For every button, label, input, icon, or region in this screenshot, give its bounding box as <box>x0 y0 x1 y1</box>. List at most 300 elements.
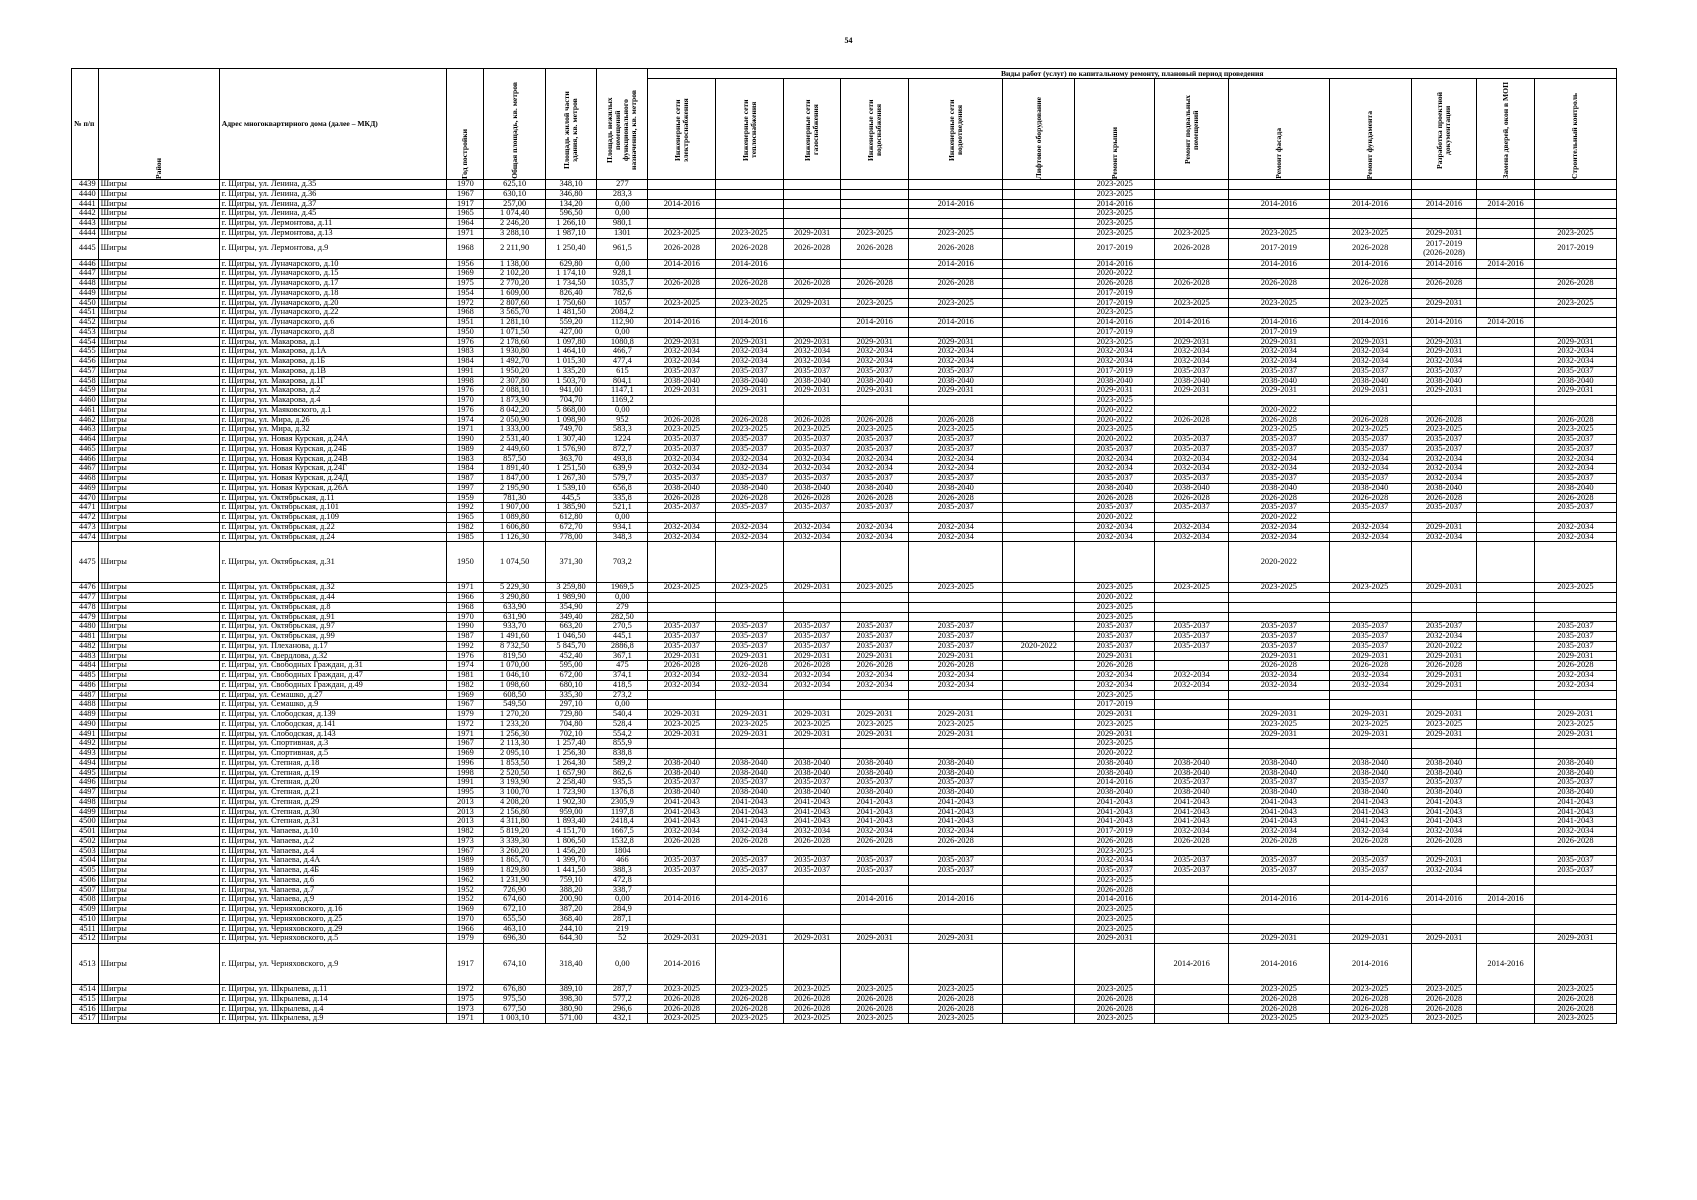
row-number: 4510 <box>72 914 99 924</box>
row-work-period <box>1411 739 1477 749</box>
row-work-period: 2026-2028 <box>909 836 1003 846</box>
row-work-period: 2029-2031 <box>783 710 840 720</box>
row-work-period <box>1477 729 1534 739</box>
row-address: г. Щигры, ул. Степная, д.31 <box>219 817 447 827</box>
row-work-period: 2032-2034 <box>1411 474 1477 484</box>
row-district: Шигры <box>98 836 219 846</box>
row-work-period: 2035-2037 <box>1155 366 1229 376</box>
row-work-period: 2041-2043 <box>909 797 1003 807</box>
row-number: 4475 <box>72 542 99 583</box>
row-work-period <box>1534 396 1616 406</box>
table-row <box>72 924 1617 934</box>
row-work-period <box>1411 593 1477 603</box>
row-year: 1984 <box>447 357 484 367</box>
row-nonres-area: 112,90 <box>597 318 648 328</box>
row-work-period <box>1329 700 1411 710</box>
row-work-period <box>648 269 716 279</box>
row-address: г. Щигры, ул. Октябрьская, д.97 <box>219 622 447 632</box>
row-total-area: 674,10 <box>484 944 546 985</box>
row-work-period: 2029-2031 <box>716 386 784 396</box>
row-work-period: 2035-2037 <box>1229 366 1330 376</box>
row-number: 4508 <box>72 895 99 905</box>
row-work-period: 2026-2028 <box>1155 493 1229 503</box>
row-work-period <box>716 885 784 895</box>
row-work-period: 2041-2043 <box>909 817 1003 827</box>
row-work-period: 2032-2034 <box>1075 680 1155 690</box>
row-work-period: 2032-2034 <box>1229 680 1330 690</box>
row-work-period <box>1155 875 1229 885</box>
row-address: г. Щигры, ул. Ленина, д.36 <box>219 189 447 199</box>
row-year: 1989 <box>447 444 484 454</box>
row-year: 1959 <box>447 493 484 503</box>
table-row <box>72 895 1617 905</box>
table-row <box>72 337 1617 347</box>
row-work-period <box>1003 228 1075 238</box>
row-number: 4457 <box>72 366 99 376</box>
row-nonres-area: 466,7 <box>597 347 648 357</box>
row-work-period <box>841 513 909 523</box>
row-work-period <box>1003 680 1075 690</box>
row-work-period: 2023-2025 <box>1075 425 1155 435</box>
row-district: Шигры <box>98 522 219 532</box>
row-work-period <box>1229 209 1330 219</box>
row-work-period: 2014-2016 <box>1477 318 1534 328</box>
row-nonres-area: 855,9 <box>597 739 648 749</box>
table-row <box>72 308 1617 318</box>
row-address: г. Щигры, ул. Октябрьская, д.8 <box>219 602 447 612</box>
row-year: 1991 <box>447 778 484 788</box>
row-work-period <box>1229 885 1330 895</box>
row-total-area: 1 126,30 <box>484 532 546 542</box>
row-work-period <box>783 846 840 856</box>
row-work-period: 2035-2037 <box>1534 641 1616 651</box>
row-total-area: 2 449,60 <box>484 444 546 454</box>
row-district: Шигры <box>98 593 219 603</box>
row-work-period <box>716 846 784 856</box>
row-work-period: 2035-2037 <box>783 474 840 484</box>
row-work-period <box>1003 318 1075 328</box>
table-row <box>72 1004 1617 1014</box>
row-work-period: 2032-2034 <box>841 347 909 357</box>
row-living-area: 318,40 <box>545 944 596 985</box>
row-work-period <box>1477 464 1534 474</box>
row-work-period <box>1003 788 1075 798</box>
row-address: г. Щигры, ул. Чапаева, д.2 <box>219 836 447 846</box>
row-work-period: 2023-2025 <box>783 719 840 729</box>
row-work-period <box>1329 327 1411 337</box>
row-work-period: 2035-2037 <box>783 778 840 788</box>
row-work-period: 2032-2034 <box>1229 827 1330 837</box>
row-work-period: 2029-2031 <box>1411 729 1477 739</box>
row-district: Шигры <box>98 238 219 259</box>
row-year: 1989 <box>447 866 484 876</box>
row-work-period <box>1534 288 1616 298</box>
row-work-period <box>1155 749 1229 759</box>
row-total-area: 8 732,50 <box>484 641 546 651</box>
row-work-period <box>1003 739 1075 749</box>
row-work-period: 2038-2040 <box>783 376 840 386</box>
row-work-period: 2035-2037 <box>648 503 716 513</box>
table-row <box>72 985 1617 995</box>
row-work-period: 2032-2034 <box>716 680 784 690</box>
row-work-period: 2035-2037 <box>1229 632 1330 642</box>
row-living-area: 559,20 <box>545 318 596 328</box>
row-work-period: 2035-2037 <box>1229 435 1330 445</box>
row-work-period: 2035-2037 <box>648 641 716 651</box>
row-living-area: 1 335,20 <box>545 366 596 376</box>
row-work-period: 2032-2034 <box>1534 357 1616 367</box>
row-work-period: 2038-2040 <box>1075 376 1155 386</box>
row-work-period: 2041-2043 <box>1229 817 1330 827</box>
row-nonres-area: 1197,8 <box>597 807 648 817</box>
row-district: Шигры <box>98 944 219 985</box>
row-work-period: 2035-2037 <box>783 503 840 513</box>
row-work-period: 2029-2031 <box>1534 337 1616 347</box>
row-work-period <box>648 396 716 406</box>
row-work-period <box>1477 308 1534 318</box>
row-work-period <box>648 749 716 759</box>
row-work-period: 2020-2022 <box>1075 415 1155 425</box>
table-row <box>72 288 1617 298</box>
row-nonres-area: 338,7 <box>597 885 648 895</box>
row-work-period <box>909 542 1003 583</box>
row-work-period: 2032-2034 <box>1534 464 1616 474</box>
row-work-period: 2023-2025 <box>1229 985 1330 995</box>
row-work-period: 2038-2040 <box>1229 483 1330 493</box>
row-work-period: 2032-2034 <box>648 522 716 532</box>
row-number: 4486 <box>72 680 99 690</box>
row-work-period <box>648 905 716 915</box>
row-work-period: 2029-2031 <box>1534 934 1616 944</box>
row-work-period <box>648 288 716 298</box>
row-work-period <box>1411 749 1477 759</box>
row-district: Шигры <box>98 298 219 308</box>
row-work-period: 2026-2028 <box>1411 661 1477 671</box>
row-work-period <box>1477 269 1534 279</box>
row-work-period: 2038-2040 <box>1075 788 1155 798</box>
row-work-period: 2029-2031 <box>1329 337 1411 347</box>
row-nonres-area: 52 <box>597 934 648 944</box>
row-work-period <box>1329 846 1411 856</box>
row-work-period: 2035-2037 <box>1534 435 1616 445</box>
row-work-period: 2029-2031 <box>783 583 840 593</box>
row-work-period: 2035-2037 <box>716 778 784 788</box>
row-work-period: 2020-2022 <box>1003 641 1075 651</box>
row-work-period: 2029-2031 <box>1075 386 1155 396</box>
row-work-period: 2026-2028 <box>783 238 840 259</box>
row-living-area: 348,10 <box>545 180 596 190</box>
row-district: Шигры <box>98 700 219 710</box>
row-work-period: 2014-2016 <box>1229 318 1330 328</box>
row-living-area: 778,00 <box>545 532 596 542</box>
row-address: г. Щигры, ул. Октябрьская, д.22 <box>219 522 447 532</box>
row-district: Шигры <box>98 778 219 788</box>
row-work-period: 2038-2040 <box>1155 376 1229 386</box>
row-work-period: 2026-2028 <box>1411 279 1477 289</box>
row-work-period: 2014-2016 <box>1329 259 1411 269</box>
row-work-period <box>1155 180 1229 190</box>
row-total-area: 819,50 <box>484 651 546 661</box>
row-number: 4495 <box>72 768 99 778</box>
row-work-period <box>783 327 840 337</box>
row-work-period <box>648 327 716 337</box>
row-number: 4505 <box>72 866 99 876</box>
row-living-area: 1 307,40 <box>545 435 596 445</box>
row-work-period <box>1003 602 1075 612</box>
row-work-period <box>716 288 784 298</box>
row-nonres-area: 0,00 <box>597 944 648 985</box>
row-work-period <box>716 905 784 915</box>
row-work-period: 2026-2028 <box>1075 994 1155 1004</box>
row-work-period <box>1411 944 1477 985</box>
row-work-period <box>1329 269 1411 279</box>
row-work-period: 2023-2025 <box>841 583 909 593</box>
row-work-period <box>1155 542 1229 583</box>
row-district: Шигры <box>98 337 219 347</box>
row-total-area: 655,50 <box>484 914 546 924</box>
row-district: Шигры <box>98 690 219 700</box>
row-work-period: 2023-2025 <box>1075 914 1155 924</box>
row-year: 1951 <box>447 318 484 328</box>
row-work-period: 2029-2031 <box>1411 347 1477 357</box>
row-address: г. Щигры, ул. Луначарского, д.22 <box>219 308 447 318</box>
row-district: Шигры <box>98 905 219 915</box>
row-work-period: 2023-2025 <box>648 298 716 308</box>
row-number: 4468 <box>72 474 99 484</box>
row-work-period <box>716 405 784 415</box>
row-work-period <box>841 189 909 199</box>
row-work-period: 2017-2019 (2026-2028) <box>1411 238 1477 259</box>
row-work-period: 2032-2034 <box>783 671 840 681</box>
row-living-area: 244,10 <box>545 924 596 934</box>
row-address: г. Щигры, ул. Черняховского, д.25 <box>219 914 447 924</box>
row-district: Шигры <box>98 719 219 729</box>
row-total-area: 257,00 <box>484 199 546 209</box>
row-work-period: 2026-2028 <box>1411 415 1477 425</box>
row-work-period: 2026-2028 <box>783 661 840 671</box>
row-work-period: 2041-2043 <box>1229 797 1330 807</box>
row-work-period: 2035-2037 <box>1329 444 1411 454</box>
row-work-period <box>1477 856 1534 866</box>
row-work-period <box>1477 739 1534 749</box>
col-work-header: Инженерные сети газоснабжения <box>783 79 840 180</box>
row-living-area: 704,70 <box>545 396 596 406</box>
row-work-period <box>1534 914 1616 924</box>
row-work-period: 2032-2034 <box>909 680 1003 690</box>
row-nonres-area: 0,00 <box>597 405 648 415</box>
row-work-period: 2035-2037 <box>648 622 716 632</box>
row-work-period <box>1411 180 1477 190</box>
row-work-period <box>1003 532 1075 542</box>
row-work-period: 2026-2028 <box>648 836 716 846</box>
row-work-period: 2032-2034 <box>1229 532 1330 542</box>
row-work-period: 2017-2019 <box>1075 366 1155 376</box>
row-district: Шигры <box>98 875 219 885</box>
row-total-area: 2 770,20 <box>484 279 546 289</box>
col-work-header: Инженерные сети водоснабжения <box>841 79 909 180</box>
row-number: 4516 <box>72 1004 99 1014</box>
row-work-period <box>1329 542 1411 583</box>
row-work-period <box>1329 739 1411 749</box>
row-number: 4484 <box>72 661 99 671</box>
row-living-area: 380,90 <box>545 1004 596 1014</box>
row-work-period <box>1229 593 1330 603</box>
row-work-period: 2029-2031 <box>1411 583 1477 593</box>
row-work-period <box>1477 934 1534 944</box>
row-district: Шигры <box>98 602 219 612</box>
row-work-period <box>1477 817 1534 827</box>
row-work-period: 2029-2031 <box>1229 337 1330 347</box>
table-row <box>72 298 1617 308</box>
row-number: 4491 <box>72 729 99 739</box>
row-work-period: 2023-2025 <box>1075 985 1155 995</box>
row-work-period: 2023-2025 <box>841 719 909 729</box>
row-work-period: 2035-2037 <box>1229 474 1330 484</box>
row-address: г. Щигры, ул. Октябрьская, д.11 <box>219 493 447 503</box>
row-work-period: 2023-2025 <box>1155 298 1229 308</box>
row-number: 4461 <box>72 405 99 415</box>
row-address: г. Щигры, ул. Луначарского, д.8 <box>219 327 447 337</box>
row-work-period: 2041-2043 <box>783 797 840 807</box>
row-work-period <box>1003 856 1075 866</box>
row-work-period <box>783 700 840 710</box>
row-work-period <box>909 739 1003 749</box>
row-work-period <box>1003 386 1075 396</box>
row-work-period: 2026-2028 <box>1075 493 1155 503</box>
row-living-area: 1 250,40 <box>545 238 596 259</box>
row-address: г. Щигры, ул. Черняховского, д.16 <box>219 905 447 915</box>
row-address: г. Щигры, ул. Чапаева, д.6 <box>219 875 447 885</box>
row-nonres-area: 472,8 <box>597 875 648 885</box>
row-work-period: 2035-2037 <box>648 632 716 642</box>
row-work-period <box>1003 503 1075 513</box>
row-work-period: 2041-2043 <box>1329 817 1411 827</box>
row-nonres-area: 0,00 <box>597 895 648 905</box>
row-work-period: 2035-2037 <box>1534 444 1616 454</box>
row-work-period <box>841 700 909 710</box>
row-work-period <box>909 219 1003 229</box>
row-year: 1966 <box>447 924 484 934</box>
row-work-period <box>1477 454 1534 464</box>
row-living-area: 663,20 <box>545 622 596 632</box>
row-work-period <box>716 219 784 229</box>
row-nonres-area: 477,4 <box>597 357 648 367</box>
row-address: г. Щигры, ул. Октябрьская, д.31 <box>219 542 447 583</box>
row-nonres-area: 1224 <box>597 435 648 445</box>
table-row <box>72 532 1617 542</box>
row-work-period: 2026-2028 <box>1329 1004 1411 1014</box>
row-work-period <box>909 905 1003 915</box>
row-district: Шигры <box>98 885 219 895</box>
row-work-period <box>783 308 840 318</box>
row-living-area: 672,70 <box>545 522 596 532</box>
row-work-period: 2038-2040 <box>1155 768 1229 778</box>
row-address: г. Щигры, ул. Чапаева, д.4Б <box>219 866 447 876</box>
table-row <box>72 444 1617 454</box>
row-work-period: 2026-2028 <box>841 415 909 425</box>
row-number: 4479 <box>72 612 99 622</box>
row-work-period: 2038-2040 <box>716 768 784 778</box>
row-work-period: 2035-2037 <box>716 503 784 513</box>
row-address: г. Щигры, ул. Октябрьская, д.24 <box>219 532 447 542</box>
row-work-period: 2038-2040 <box>1411 788 1477 798</box>
row-work-period <box>1477 758 1534 768</box>
row-total-area: 975,50 <box>484 994 546 1004</box>
row-living-area: 826,40 <box>545 288 596 298</box>
row-work-period <box>648 690 716 700</box>
row-work-period: 2032-2034 <box>1155 454 1229 464</box>
row-work-period: 2029-2031 <box>648 710 716 720</box>
col-district-header: Район <box>98 69 219 180</box>
row-work-period: 2032-2034 <box>1155 522 1229 532</box>
row-work-period <box>1477 405 1534 415</box>
row-work-period: 2014-2016 <box>648 318 716 328</box>
row-work-period: 2020-2022 <box>1229 542 1330 583</box>
row-work-period <box>783 405 840 415</box>
row-total-area: 857,50 <box>484 454 546 464</box>
row-address: г. Щигры, ул. Шкрылева, д.14 <box>219 994 447 1004</box>
table-row <box>72 729 1617 739</box>
row-work-period <box>1155 396 1229 406</box>
row-work-period <box>909 612 1003 622</box>
row-work-period <box>841 209 909 219</box>
row-work-period: 2032-2034 <box>1411 357 1477 367</box>
row-living-area: 1 098,90 <box>545 415 596 425</box>
row-work-period: 2023-2025 <box>1075 846 1155 856</box>
row-work-period: 2038-2040 <box>841 376 909 386</box>
row-work-period <box>1003 729 1075 739</box>
row-nonres-area: 2305,9 <box>597 797 648 807</box>
row-work-period <box>1003 308 1075 318</box>
row-nonres-area: 418,5 <box>597 680 648 690</box>
row-work-period: 2035-2037 <box>1229 444 1330 454</box>
row-living-area: 1 481,50 <box>545 308 596 318</box>
row-work-period: 2029-2031 <box>1534 386 1616 396</box>
row-work-period: 2032-2034 <box>1329 347 1411 357</box>
row-district: Шигры <box>98 376 219 386</box>
table-row <box>72 788 1617 798</box>
row-address: г. Щигры, ул. Луначарского, д.20 <box>219 298 447 308</box>
row-work-period <box>1003 924 1075 934</box>
row-work-period: 2026-2028 <box>1329 493 1411 503</box>
row-living-area: 1 399,70 <box>545 856 596 866</box>
row-nonres-area: 335,8 <box>597 493 648 503</box>
row-address: г. Щигры, ул. Свободных Граждан, д.47 <box>219 671 447 681</box>
row-work-period <box>648 513 716 523</box>
row-work-period <box>1075 542 1155 583</box>
row-number: 4480 <box>72 622 99 632</box>
row-number: 4489 <box>72 710 99 720</box>
table-row <box>72 415 1617 425</box>
row-work-period: 2032-2034 <box>716 522 784 532</box>
row-year: 1997 <box>447 483 484 493</box>
row-district: Шигры <box>98 661 219 671</box>
row-work-period: 2014-2016 <box>841 318 909 328</box>
row-work-period: 2017-2019 <box>1075 827 1155 837</box>
row-work-period: 2029-2031 <box>1411 298 1477 308</box>
row-nonres-area: 935,5 <box>597 778 648 788</box>
row-total-area: 2 113,30 <box>484 739 546 749</box>
row-work-period: 2014-2016 <box>1329 944 1411 985</box>
row-total-area: 1 907,00 <box>484 503 546 513</box>
row-address: г. Щигры, ул. Луначарского, д.10 <box>219 259 447 269</box>
row-work-period <box>1003 357 1075 367</box>
row-work-period: 2023-2025 <box>716 985 784 995</box>
row-year: 1917 <box>447 944 484 985</box>
row-work-period: 2023-2025 <box>648 1014 716 1024</box>
row-work-period: 2041-2043 <box>783 817 840 827</box>
row-work-period: 2029-2031 <box>1411 671 1477 681</box>
